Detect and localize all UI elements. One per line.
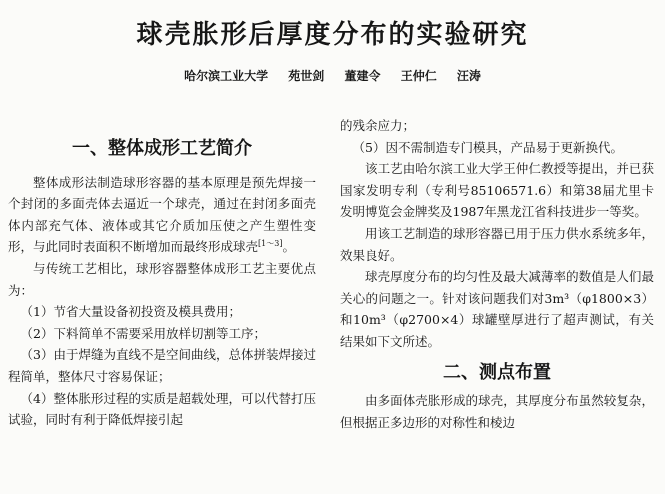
author-line <box>0 67 665 84</box>
paragraph: 与传统工艺相比，球形容器整体成形工艺主要优点为： <box>8 260 316 298</box>
section-heading-2: 二、测点布置 <box>443 361 551 383</box>
author-name: 董建令 <box>344 69 381 83</box>
author-affiliation: 哈尔滨工业大学 <box>184 69 269 83</box>
list-item: （3）由于焊缝为直线不是空间曲线，总体拼装焊接过程简单，整体尺寸容易保证； <box>8 347 316 384</box>
paragraph-continuation: 的残余应力； <box>340 118 416 133</box>
author-name: 苑世剑 <box>288 69 325 83</box>
list-item: （2）下料简单不需要采用放样切割等工序； <box>20 325 266 341</box>
paragraph <box>8 172 316 258</box>
reference-marker: [1～3] <box>258 239 283 249</box>
paper-title: 球壳胀形后厚度分布的实验研究 <box>136 20 529 50</box>
list-item: （4）整体胀形过程的实质是超载处理，可以代替打压试验，同时有利于降低焊接引起 <box>8 390 316 428</box>
section-heading-1: 一、整体成形工艺简介 <box>72 138 252 159</box>
paragraph: 球壳厚度分布的均匀性及最大减薄率的数值是人们最关心的问题之一。针对该问题我们对3m³（φ1800×3）和10m³（φ2700×4）球罐壁厚进行了超声测试，有关结果如下文所述。 <box>340 269 654 349</box>
author-name: 汪涛 <box>456 69 481 83</box>
paragraph: 由多面体壳胀形成的球壳，其厚度分布虽然较复杂，但根据正多边形的对称性和棱边 <box>340 393 654 430</box>
right-column <box>340 115 654 433</box>
list-item: （5）因不需制造专门模具，产品易于更新换代。 <box>352 139 623 155</box>
left-column <box>8 138 316 431</box>
paragraph-end: 。 <box>282 239 295 255</box>
paragraph: 用该工艺制造的球形容器已用于压力供水系统多年，效果良好。 <box>340 225 654 263</box>
list-item: （1）节省大量设备初投资及模具费用； <box>20 304 241 320</box>
paragraph-text: 整体成形法制造球形容器的基本原理是预先焊接一个封闭的多面壳体去逼近一个球壳，通过在封闭多面壳体内部充气体、液体或其它介质加压使之产生塑性变形，与此同时表面积不断增加而最终形成球壳 <box>8 174 316 255</box>
paragraph: 该工艺由哈尔滨工业大学王仲仁教授等提出，并已获国家发明专利（专利号85106571.6）和第38届尤里卡发明博览会金牌奖及1987年黑龙江省科技进步一等奖。 <box>340 161 654 220</box>
author-name: 王仲仁 <box>400 69 437 83</box>
